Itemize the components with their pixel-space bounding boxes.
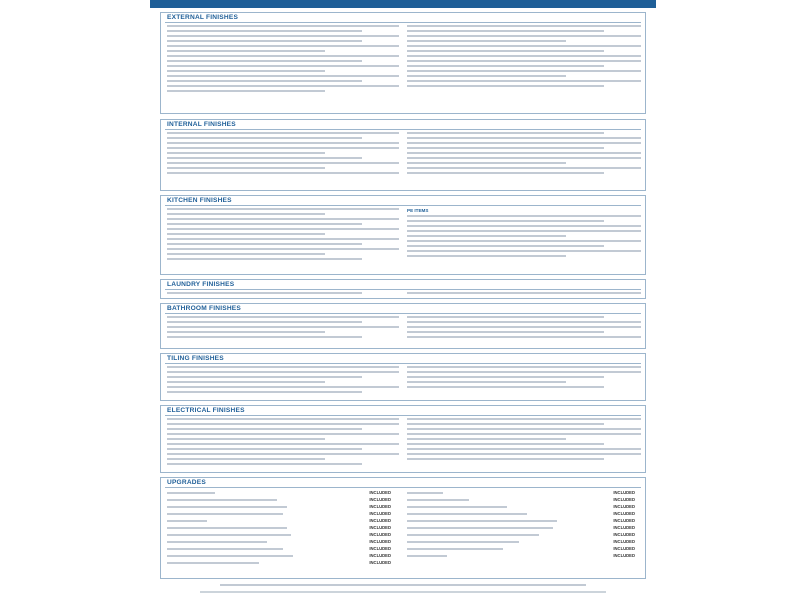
included-label: INCLUDED: [613, 511, 635, 516]
included-label: INCLUDED: [369, 525, 391, 530]
included-label: INCLUDED: [613, 518, 635, 523]
included-label: INCLUDED: [369, 497, 391, 502]
upgrade-row: [167, 539, 391, 546]
internal-left-column: [167, 132, 399, 177]
external-right-column: [407, 25, 641, 90]
section-rule: [165, 129, 641, 130]
bathroom-left-column: [167, 316, 399, 341]
top-banner-bar: [150, 0, 656, 8]
upgrade-row: [167, 525, 391, 532]
upgrade-row: [167, 497, 391, 504]
external-left-column: [167, 25, 399, 95]
section-rule: [165, 313, 641, 314]
included-label: INCLUDED: [369, 504, 391, 509]
section-rule: [165, 363, 641, 364]
upgrade-row: [407, 497, 635, 504]
upgrade-row: [167, 546, 391, 553]
section-laundry-finishes: [160, 279, 646, 299]
section-title-tiling: TILING FINISHES: [167, 355, 224, 362]
bathroom-right-column: [407, 316, 641, 341]
included-label: INCLUDED: [369, 560, 391, 565]
section-bathroom-finishes: [160, 303, 646, 349]
internal-right-column: [407, 132, 641, 177]
included-label: INCLUDED: [613, 553, 635, 558]
upgrade-row: [407, 532, 635, 539]
section-electrical-finishes: [160, 405, 646, 473]
included-label: INCLUDED: [613, 546, 635, 551]
upgrade-row: [167, 518, 391, 525]
upgrade-row: [167, 511, 391, 518]
included-label: INCLUDED: [613, 532, 635, 537]
included-label: INCLUDED: [369, 553, 391, 558]
included-label: INCLUDED: [613, 497, 635, 502]
footer-disclaimer-line: [220, 584, 586, 586]
section-title-upgrades: UPGRADES: [167, 479, 206, 486]
kitchen-right-column: [407, 208, 641, 260]
section-rule: [165, 415, 641, 416]
included-label: INCLUDED: [613, 525, 635, 530]
laundry-right-column: [407, 292, 641, 297]
upgrade-row: [167, 560, 391, 567]
tiling-right-column: [407, 366, 641, 391]
included-label: INCLUDED: [613, 490, 635, 495]
section-internal-finishes: [160, 119, 646, 191]
included-label: INCLUDED: [369, 532, 391, 537]
kitchen-left-column: [167, 208, 399, 263]
upgrade-row: [407, 546, 635, 553]
section-rule: [165, 289, 641, 290]
included-label: INCLUDED: [369, 518, 391, 523]
included-label: INCLUDED: [369, 511, 391, 516]
footer-disclaimer-line: [200, 591, 606, 593]
section-title-electrical: ELECTRICAL FINISHES: [167, 407, 245, 414]
upgrade-row: [407, 525, 635, 532]
included-label: INCLUDED: [369, 546, 391, 551]
section-title-bathroom: BATHROOM FINISHES: [167, 305, 241, 312]
section-rule: [165, 22, 641, 23]
section-title-laundry: LAUNDRY FINISHES: [167, 281, 235, 288]
included-label: INCLUDED: [613, 504, 635, 509]
electrical-left-column: [167, 418, 399, 468]
upgrade-row: [167, 553, 391, 560]
tiling-left-column: [167, 366, 399, 396]
section-rule: [165, 205, 641, 206]
upgrade-row: [407, 490, 635, 497]
kitchen-pe-items-heading: PE ITEMS: [407, 208, 429, 213]
section-title-internal: INTERNAL FINISHES: [167, 121, 236, 128]
included-label: INCLUDED: [369, 490, 391, 495]
upgrade-row: [407, 518, 635, 525]
upgrade-row: [167, 490, 391, 497]
laundry-left-column: [167, 292, 399, 297]
upgrade-row: [167, 504, 391, 511]
electrical-right-column: [407, 418, 641, 463]
section-external-finishes: [160, 12, 646, 114]
section-title-kitchen: KITCHEN FINISHES: [167, 197, 232, 204]
section-upgrades: [160, 477, 646, 579]
upgrades-right-column: [407, 490, 635, 560]
section-kitchen-finishes: [160, 195, 646, 275]
upgrade-row: [167, 532, 391, 539]
finishes-document: [160, 10, 646, 600]
included-label: INCLUDED: [613, 539, 635, 544]
upgrades-left-column: [167, 490, 391, 567]
included-label: INCLUDED: [369, 539, 391, 544]
section-rule: [165, 487, 641, 488]
upgrade-row: [407, 553, 635, 560]
section-title-external: EXTERNAL FINISHES: [167, 14, 239, 21]
upgrade-row: [407, 504, 635, 511]
section-tiling-finishes: [160, 353, 646, 401]
upgrade-row: [407, 539, 635, 546]
upgrade-row: [407, 511, 635, 518]
